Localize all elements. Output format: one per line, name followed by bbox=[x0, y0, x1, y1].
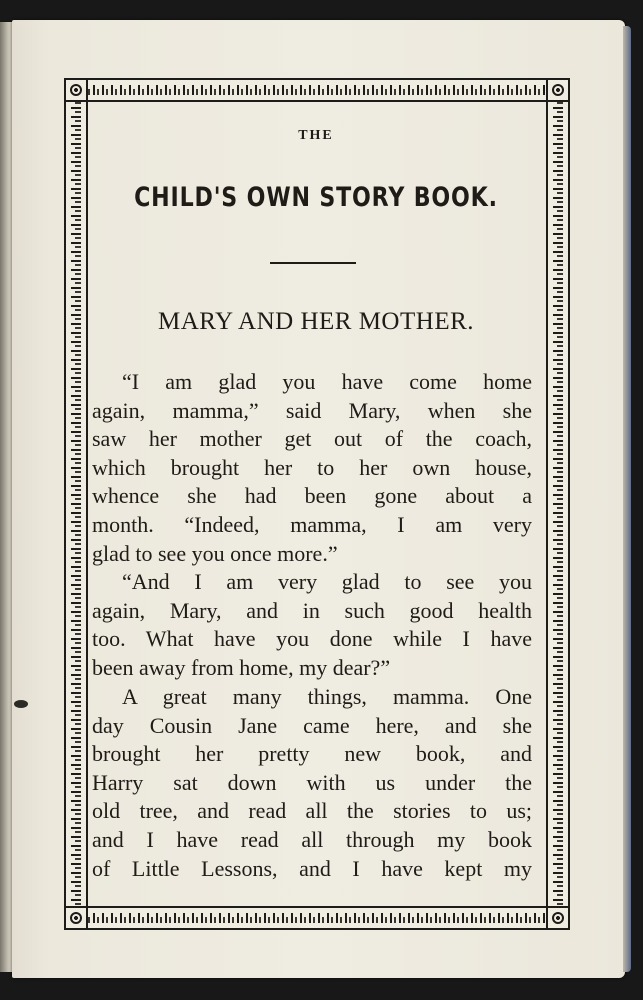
page-edge bbox=[623, 26, 631, 972]
corner-rosette-icon bbox=[64, 906, 88, 930]
text-line: A great many things, mamma. One bbox=[122, 684, 532, 709]
border-left bbox=[64, 78, 88, 930]
corner-rosette-icon bbox=[546, 78, 570, 102]
text-line: day Cousin Jane came here, and she bbox=[92, 712, 532, 738]
text-line: whence she had been gone about a bbox=[92, 483, 532, 509]
book-title: CHILD'S OWN STORY BOOK. bbox=[134, 182, 498, 213]
corner-rosette-icon bbox=[64, 78, 88, 102]
text-line: old tree, and read all the stories to us; bbox=[92, 798, 532, 824]
corner-rosette-icon bbox=[546, 906, 570, 930]
text-line: brought her pretty new book, and bbox=[92, 741, 532, 767]
text-line: and I have read all through my book bbox=[92, 826, 532, 852]
border-right bbox=[546, 78, 570, 930]
border-top bbox=[64, 78, 570, 102]
text-line: saw her mother get out of the coach, bbox=[92, 426, 532, 452]
text-line: again, Mary, and in such good health bbox=[92, 597, 532, 623]
text-line: of Little Lessons, and I have kept my bbox=[92, 855, 532, 881]
paragraph-2 bbox=[92, 568, 532, 682]
title-rule bbox=[270, 262, 356, 264]
text-line: “And I am very glad to see you bbox=[122, 569, 532, 594]
book-title-prefix: THE bbox=[298, 128, 334, 143]
text-line: been away from home, my dear?” bbox=[92, 654, 391, 680]
text-line: too. What have you done while I have bbox=[92, 626, 532, 652]
paragraph-3 bbox=[92, 683, 532, 883]
stitch-hole bbox=[14, 700, 28, 708]
text-line: glad to see you once more.” bbox=[92, 540, 338, 566]
page-content bbox=[92, 108, 540, 898]
text-line: month. “Indeed, mamma, I am very bbox=[92, 511, 532, 537]
text-line: again, mamma,” said Mary, when she bbox=[92, 397, 532, 423]
paragraph-1 bbox=[92, 368, 532, 568]
border-bottom bbox=[64, 906, 570, 930]
story-title: MARY AND HER MOTHER. bbox=[157, 308, 475, 335]
text-line: “I am glad you have come home bbox=[122, 369, 532, 394]
text-line: which brought her to her own house, bbox=[92, 454, 532, 480]
text-line: Harry sat down with us under the bbox=[92, 769, 532, 795]
